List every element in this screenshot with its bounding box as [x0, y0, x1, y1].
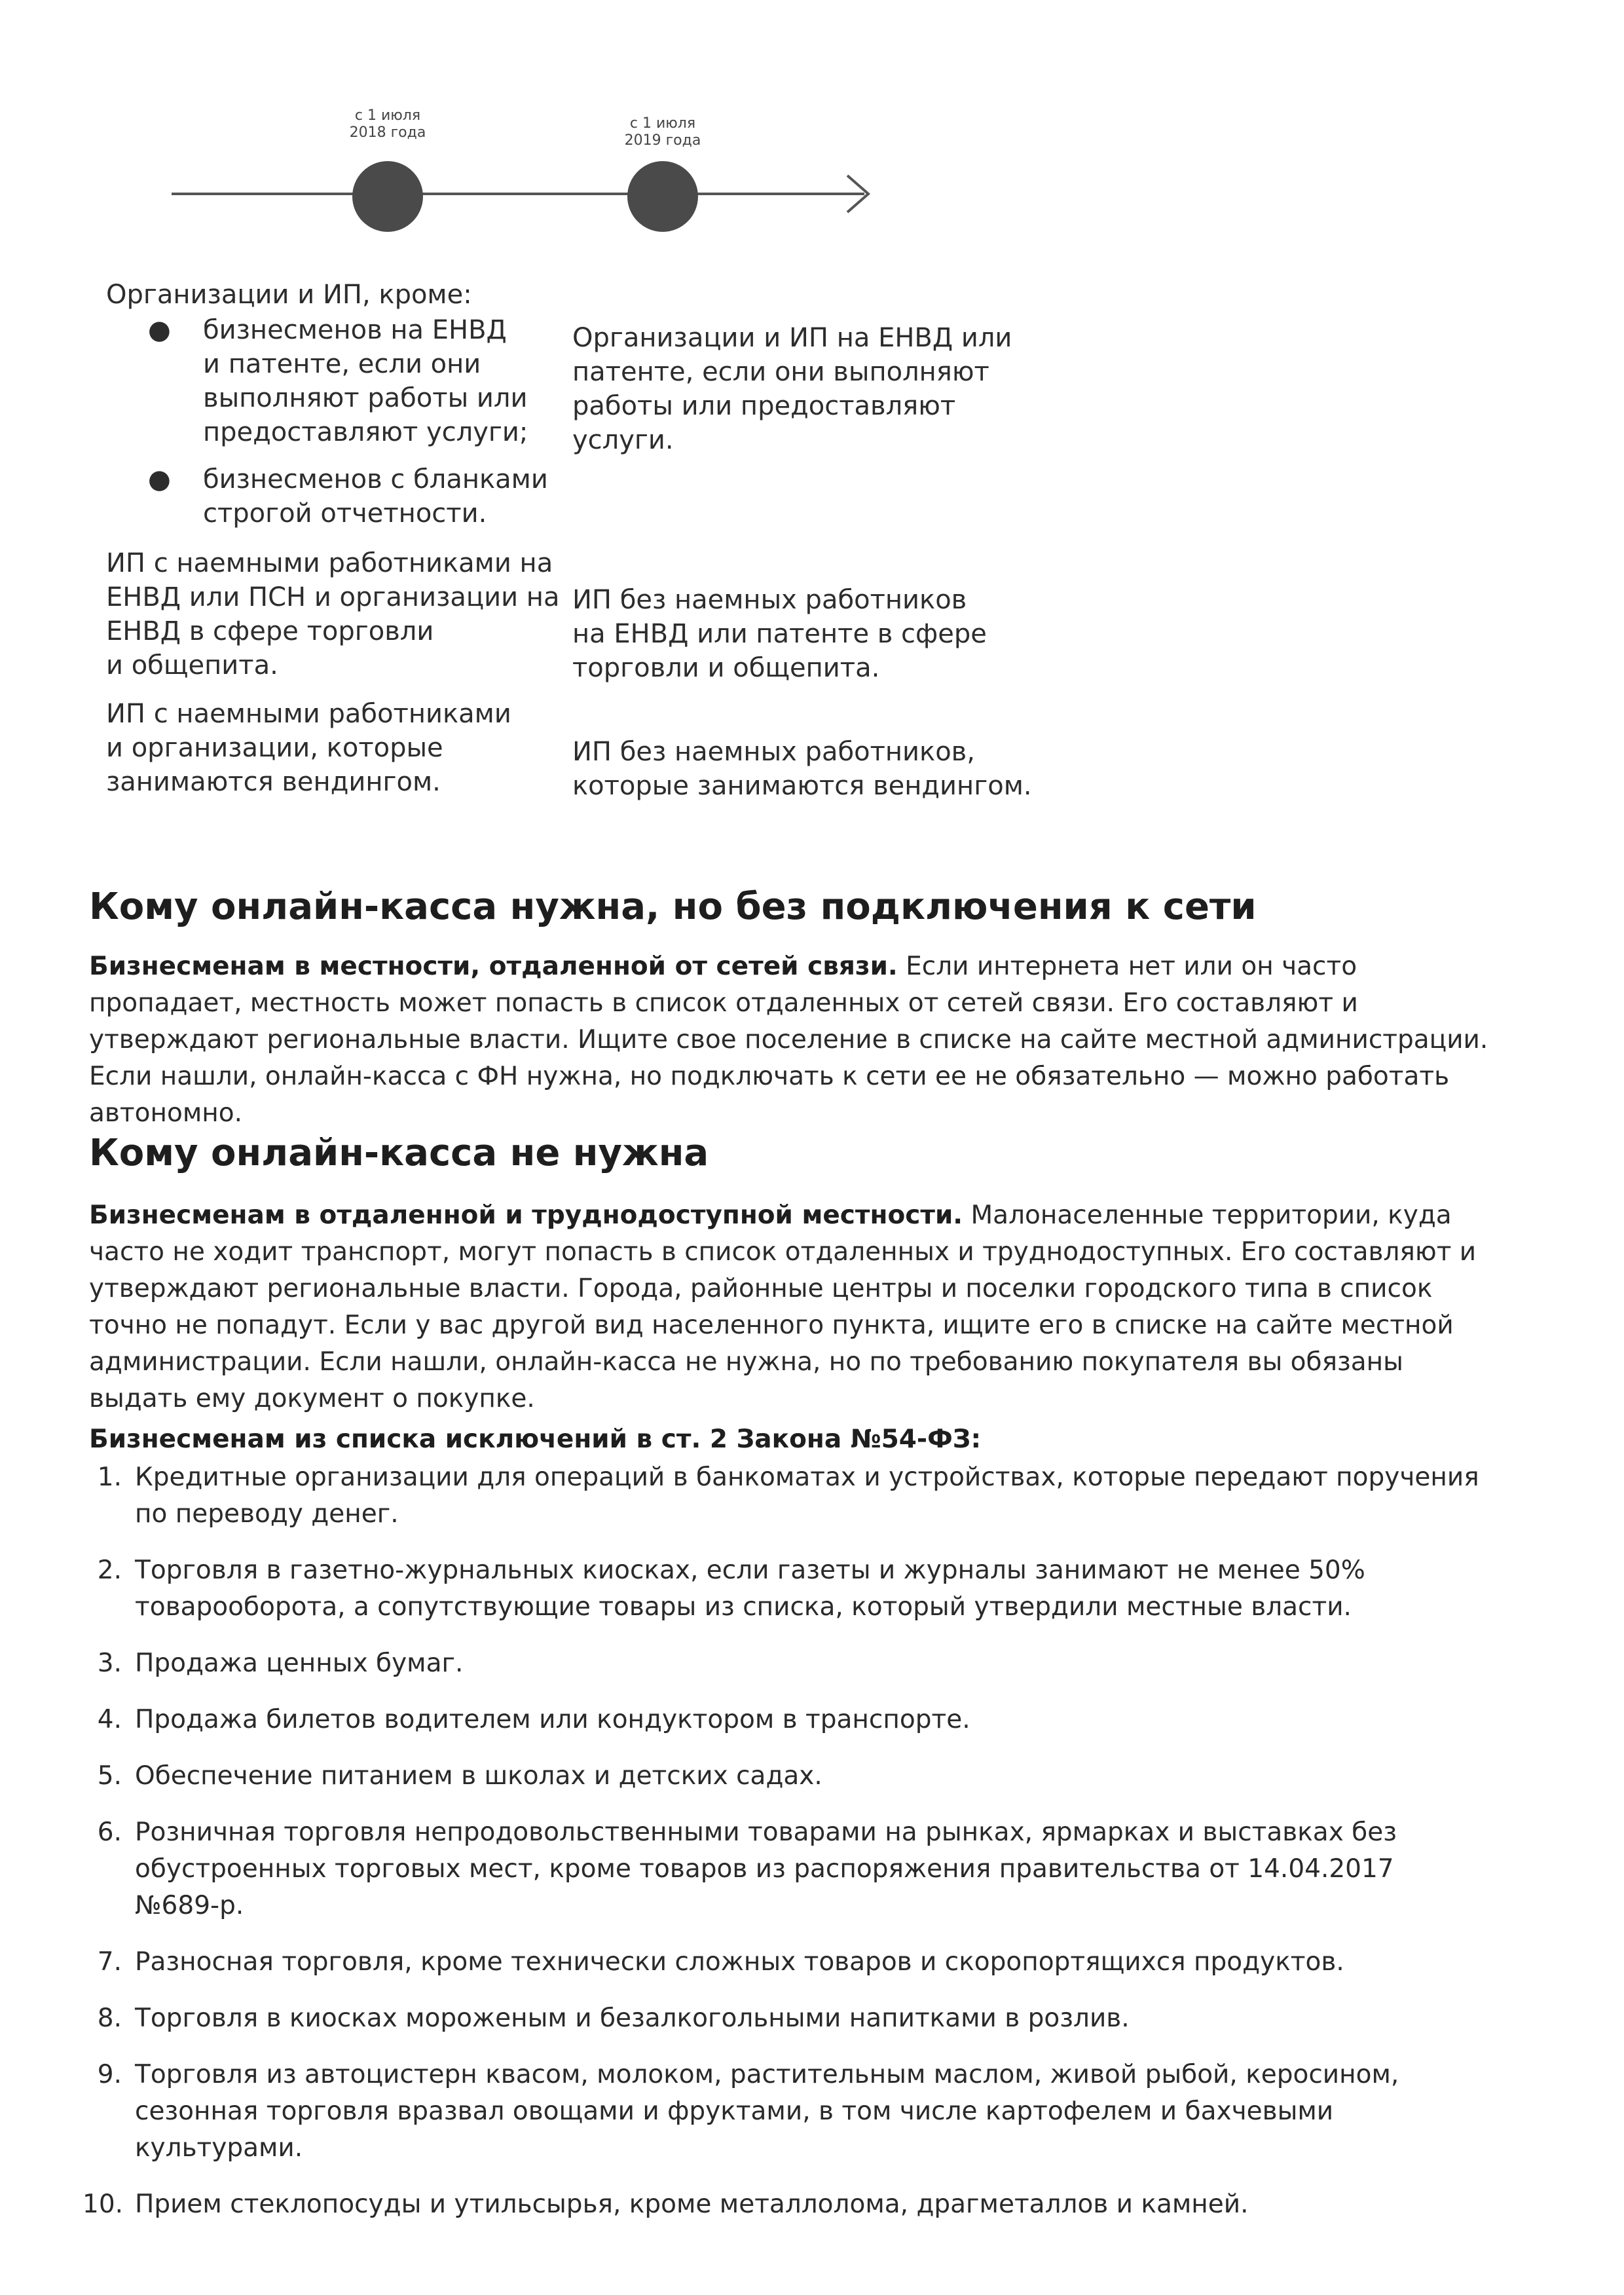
- list-item-number: 2.: [97, 1556, 122, 1585]
- timeline-marker-2019: [627, 161, 698, 232]
- exceptions-list-item: [83, 2000, 1484, 2037]
- exceptions-list-item: [83, 1702, 1484, 1738]
- exceptions-list-heading: Бизнесменам из списка исключений в ст. 2 Закона №54-ФЗ:: [89, 1425, 982, 1454]
- left-bullet-item: [148, 462, 578, 531]
- list-item-text: Прием стеклопосуды и утильсырья, кроме металлолома, драгметаллов и камней.: [135, 2190, 1249, 2219]
- right-row-1: Организации и ИП на ЕНВД или патенте, если они выполняют работы или предоставляют услуги.: [572, 323, 1012, 455]
- list-item-text: Кредитные организации для операций в банкоматах и устройствах, которые передают поручения по переводу денег.: [135, 1463, 1479, 1529]
- left-bullet-item: [148, 313, 578, 449]
- bullet-icon: ●: [148, 464, 171, 494]
- exceptions-list-item: [83, 1944, 1484, 1981]
- list-item-number: 1.: [97, 1463, 122, 1492]
- left-bullet-text: бизнесменов на ЕНВД и патенте, если они выполняют работы или предоставляют услуги;: [203, 315, 528, 447]
- timeline-graphic: [0, 0, 1624, 275]
- list-item-number: 9.: [97, 2060, 122, 2089]
- left-row-2: ИП с наемными работниками на ЕНВД или ПСН и организации на ЕНВД в сфере торговли и общепита.: [106, 548, 560, 681]
- list-item-number: 8.: [97, 2004, 122, 2033]
- section-paragraph-offline-kassa: [89, 948, 1497, 1132]
- right-row-3: ИП без наемных работников, которые занимаются вендингом.: [572, 737, 1032, 801]
- list-item-text: Продажа ценных бумаг.: [135, 1649, 464, 1678]
- list-item-number: 10.: [83, 2190, 124, 2219]
- section-heading-no-kassa: Кому онлайн-касса не нужна: [89, 1132, 709, 1174]
- list-item-text: Розничная торговля непродовольственными товарами на рынках, ярмарках и выставках без обустроенных торговых мест, кроме товаров из распоряжения правительства от 14.04.2017 №689-р.: [135, 1818, 1397, 1920]
- paragraph-lead: Бизнесменам в местности, отдаленной от сетей связи.: [89, 952, 898, 981]
- section-paragraph-no-kassa: [89, 1197, 1497, 1417]
- list-item-number: 3.: [97, 1649, 122, 1678]
- exceptions-list-item: [83, 2186, 1484, 2223]
- left-bullet-text: бизнесменов с бланками строгой отчетности.: [203, 464, 548, 529]
- list-item-text: Обеспечение питанием в школах и детских садах.: [135, 1761, 822, 1791]
- exceptions-list-item: [83, 1552, 1484, 1626]
- exceptions-list-item: [83, 1758, 1484, 1795]
- exceptions-list-item: [83, 1814, 1484, 1924]
- paragraph-body: Если интернета нет или он часто пропадает, местность может попасть в список отдаленных от сетей связи. Его составляют и утверждают региональные власти. Ищите свое поселение в списке на сайте местной администрации. Если нашли, онлайн-касса с ФН нужна, но подключать к сети ее не обязательно — можно работать автономно.: [89, 952, 1488, 1128]
- exceptions-list-item: [83, 1645, 1484, 1682]
- paragraph-body: Малонаселенные территории, куда часто не ходит транспорт, могут попасть в список отдаленных и труднодоступных. Его составляют и утверждают региональные власти. Города, районные центры и поселки городского типа в список точно не попадут. Если у вас другой вид населенного пункта, ищите его в списке на сайте местной администрации. Если нашли, онлайн-касса не нужна, но по требованию покупателя вы обязаны выдать ему документ о покупке.: [89, 1201, 1477, 1413]
- timeline-marker-2018: [352, 161, 423, 232]
- right-row-2: ИП без наемных работников на ЕНВД или патенте в сфере торговли и общепита.: [572, 585, 987, 683]
- section-heading-offline-kassa: Кому онлайн-касса нужна, но без подключения к сети: [89, 886, 1257, 928]
- exceptions-list-item: [83, 2057, 1484, 2167]
- paragraph-lead: Бизнесменам в отдаленной и труднодоступной местности.: [89, 1201, 963, 1230]
- list-item-number: 4.: [97, 1705, 122, 1734]
- exceptions-list-item: [83, 1459, 1484, 1533]
- timeline-label-2018: с 1 июля 2018 года: [349, 107, 426, 141]
- left-intro: Организации и ИП, кроме:: [106, 280, 472, 310]
- left-row-3: ИП с наемными работниками и организации, которые занимаются вендингом.: [106, 699, 511, 797]
- exceptions-list: [83, 1459, 1484, 2243]
- left-bullet-list: [148, 313, 578, 531]
- list-item-text: Торговля из автоцистерн квасом, молоком, растительным маслом, живой рыбой, керосином, сезонная торговля вразвал овощами и фруктами, в том числе картофелем и бахчевыми культурами.: [135, 2060, 1399, 2163]
- left-column: [106, 278, 578, 544]
- list-item-number: 6.: [97, 1818, 122, 1847]
- list-item-text: Разносная торговля, кроме технически сложных товаров и скоропортящихся продуктов.: [135, 1947, 1344, 1977]
- timeline-label-2019: с 1 июля 2019 года: [624, 115, 701, 149]
- bullet-icon: ●: [148, 315, 171, 345]
- list-item-number: 7.: [97, 1947, 122, 1977]
- timeline: [0, 0, 1624, 275]
- list-item-number: 5.: [97, 1761, 122, 1791]
- list-item-text: Торговля в газетно-журнальных киосках, если газеты и журналы занимают не менее 50% товарооборота, а сопутствующие товары из списка, который утвердили местные власти.: [135, 1556, 1365, 1622]
- list-item-text: Продажа билетов водителем или кондуктором в транспорте.: [135, 1705, 970, 1734]
- list-item-text: Торговля в киосках мороженым и безалкогольными напитками в розлив.: [135, 2004, 1130, 2033]
